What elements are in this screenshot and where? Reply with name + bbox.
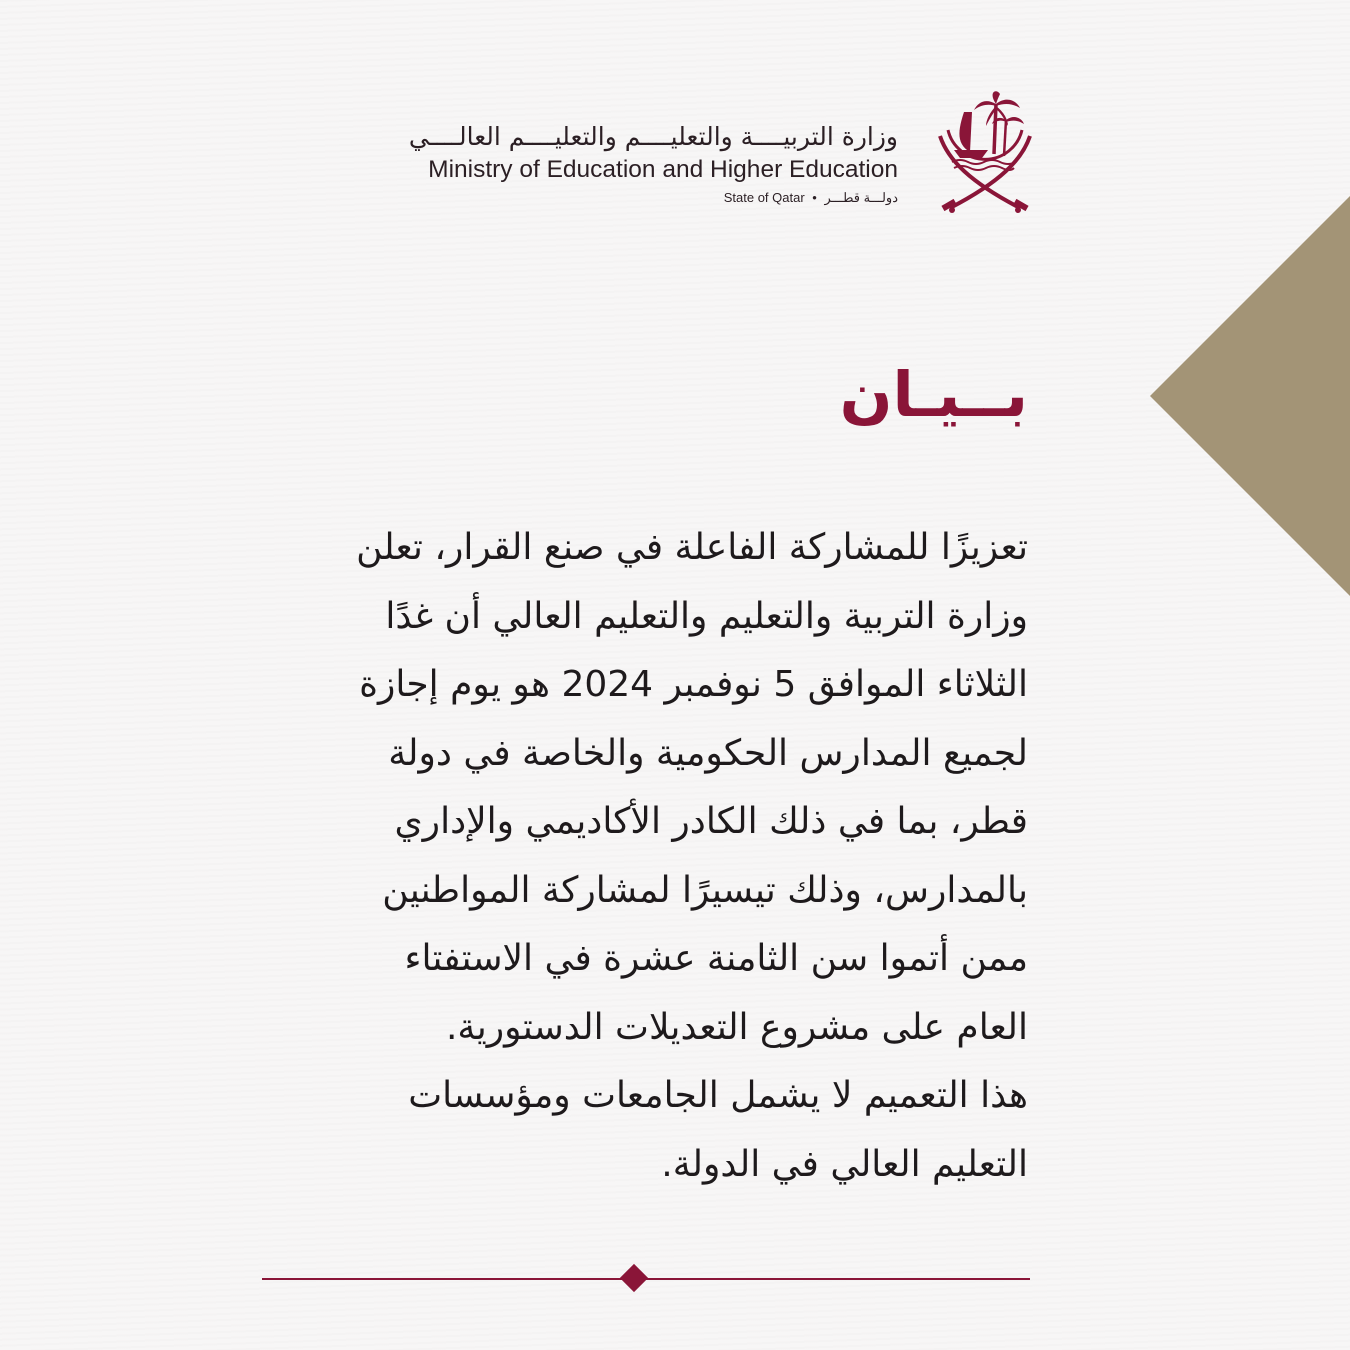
body-line: الثلاثاء الموافق 5 نوفمبر 2024 هو يوم إجازة [359, 664, 1028, 705]
body-line: بالمدارس، وذلك تيسيرًا لمشاركة المواطنين [382, 869, 1028, 911]
ministry-name-arabic: وزارة التربيــــة والتعليــــم والتعليــــم العالــــي [408, 122, 898, 151]
ministry-name-english: Ministry of Education and Higher Education [428, 156, 898, 183]
state-line [378, 190, 898, 206]
decorative-triangle [1150, 196, 1350, 596]
body-line: لجميع المدارس الحكومية والخاصة في دولة [388, 732, 1028, 774]
body-line: ممن أتموا سن الثامنة عشرة في الاستفتاء [404, 938, 1028, 979]
body-line: العام على مشروع التعديلات الدستورية. [445, 1006, 1028, 1048]
statement-body [248, 514, 1028, 1199]
body-line: وزارة التربية والتعليم والتعليم العالي أن غدًا [385, 595, 1028, 637]
state-name-english: State of Qatar [723, 190, 805, 205]
divider-diamond-icon [620, 1264, 648, 1292]
body-line: التعليم العالي في الدولة. [661, 1143, 1028, 1185]
body-line: تعزيزًا للمشاركة الفاعلة في صنع القرار، تعلن [356, 527, 1028, 568]
body-line: هذا التعميم لا يشمل الجامعات ومؤسسات [408, 1075, 1028, 1116]
state-name-arabic: دولـــة قطـــر [824, 190, 898, 205]
header [380, 90, 1040, 220]
statement-title: بــيـان [839, 358, 1028, 431]
body-line: قطر، بما في ذلك الكادر الأكاديمي والإداري [394, 801, 1028, 842]
ministry-name-block [378, 122, 898, 206]
qatar-emblem-icon [930, 90, 1040, 220]
state-separator: • [812, 190, 817, 205]
